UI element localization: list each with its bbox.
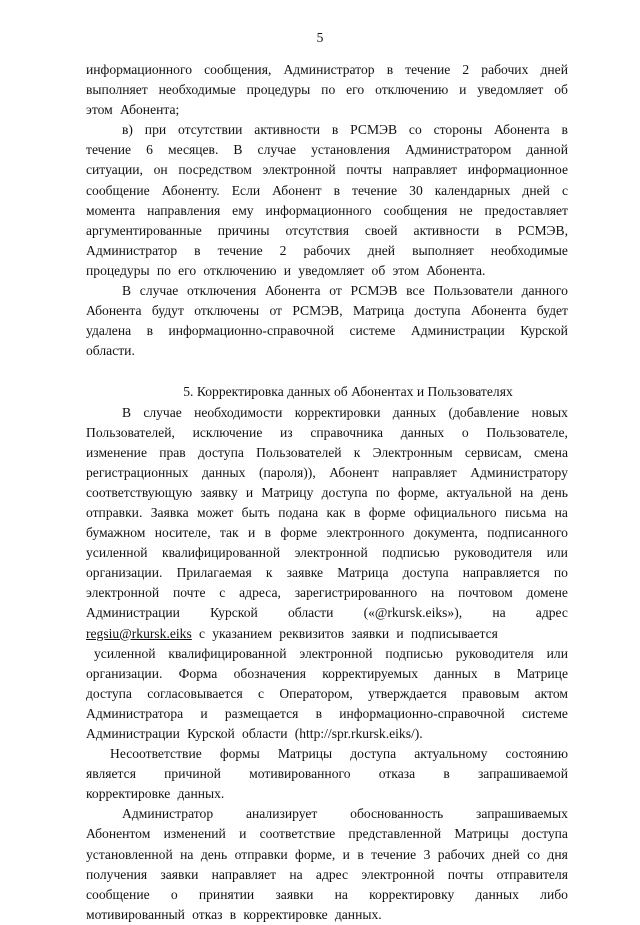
text-line: сообщение о принятии заявки на корректировку данных либо xyxy=(86,886,568,902)
section-heading: 5. Корректировка данных об Абонентах и Пользователях xyxy=(183,384,513,400)
text-line: бумажном носителе, так и в форме электронного документа, подписанного xyxy=(86,525,568,541)
text-line: В случае отключения Абонента от РСМЭВ все Пользователи данного xyxy=(122,283,568,299)
text-line: этом Абонента; xyxy=(86,102,180,118)
text-line: сообщение Абоненту. Если Абонент в течение 30 календарных дней с xyxy=(86,182,568,198)
text-line: электронной почте с адреса, зарегистрированного на почтовом домене xyxy=(86,585,568,601)
page-number: 5 xyxy=(316,30,324,45)
text-line: аргументированные причины отсутствия своей активности в РСМЭВ, xyxy=(86,222,568,238)
text-line: В случае необходимости корректировки данных (добавление новых xyxy=(122,404,568,420)
text-line: информационного сообщения, Администратор в течение 2 рабочих дней xyxy=(86,62,568,77)
text-line: момента направления ему информационного сообщения не предоставляет xyxy=(86,202,568,218)
text-line: корректировке данных. xyxy=(86,786,225,802)
text-line: является причиной мотивированного отказа в запрашиваемой xyxy=(86,766,568,782)
paragraph xyxy=(86,60,568,120)
text-line: отправки. Заявка может быть подана как в форме официального письма на xyxy=(86,504,568,520)
text-line: Администратора и размещается в информационно-справочной системе xyxy=(86,705,568,721)
text-line: Администратор анализирует обоснованность запрашиваемых xyxy=(122,806,568,822)
text-line: Несоответствие формы Матрицы доступа актуальному состоянию xyxy=(110,746,568,762)
text-line: мотивированный отказ в корректировке данных. xyxy=(86,906,382,922)
text-line: усиленной квалифицированной электронной подписью руководителя или xyxy=(94,645,568,661)
text-line: ситуации, он посредством электронной почты направляет информационное xyxy=(86,162,568,178)
text-line: удалена в информационно-справочной системе Администрации Курской xyxy=(86,323,568,339)
text-line: организации. Прилагаемая к заявке Матрица доступа направляется по xyxy=(86,565,568,581)
text-line: Пользователей, исключение из справочника данных о Пользователе, xyxy=(86,424,568,440)
paragraph xyxy=(86,804,568,925)
text-line: течение 6 месяцев. В случае установления Администратором данной xyxy=(86,142,568,158)
text-line: regsiu@rkursk.eiks с указанием реквизитов заявки и подписывается xyxy=(86,625,498,641)
text-line: изменение прав доступа Пользователей к Электронным сервисам, смена xyxy=(86,444,568,460)
paragraph xyxy=(86,120,568,281)
text-line: регистрационных данных (пароля)), Абонент направляет Администратору xyxy=(86,464,568,480)
text-line: доступа согласовывается с Оператором, утверждается правовым актом xyxy=(86,685,568,701)
text-line: получения заявки направляет на адрес электронной почты отправителя xyxy=(86,866,568,882)
paragraph xyxy=(86,403,568,745)
text-line: организации. Форма обозначения корректируемых данных в Матрице xyxy=(86,665,568,681)
text-line: в) при отсутствии активности в РСМЭВ со стороны Абонента в xyxy=(122,122,568,138)
text-line: Абонента будут отключены от РСМЭВ, Матрица доступа Абонента будет xyxy=(86,303,568,319)
text-line: Администрации Курской области («@rkursk.eiks»), на адрес xyxy=(86,605,568,621)
text-line: процедуры по его отключению и уведомляет об этом Абонента. xyxy=(86,262,486,278)
text-line: усиленной квалифицированной электронной подписью руководителя или xyxy=(86,545,568,561)
paragraph xyxy=(86,281,568,361)
text-line: Администратор в течение 2 рабочих дней выполняет необходимые xyxy=(86,242,568,258)
paragraph xyxy=(86,744,568,804)
text-line: выполняет необходимые процедуры по его отключению и уведомляет об xyxy=(86,82,568,98)
text-line: установленной на день отправки форме, и в течение 3 рабочих дней со дня xyxy=(86,846,568,862)
text-line: области. xyxy=(86,343,135,359)
text-line: Администрации Курской области (http://spr.rkursk.eiks/). xyxy=(86,726,423,741)
document-body xyxy=(86,60,568,925)
text-line: соответствующую заявку и Матрицу доступа по форме, актуальной на день xyxy=(86,484,568,500)
text-line: Абонентом изменений и соответствие представленной Матрицы доступа xyxy=(86,826,568,842)
